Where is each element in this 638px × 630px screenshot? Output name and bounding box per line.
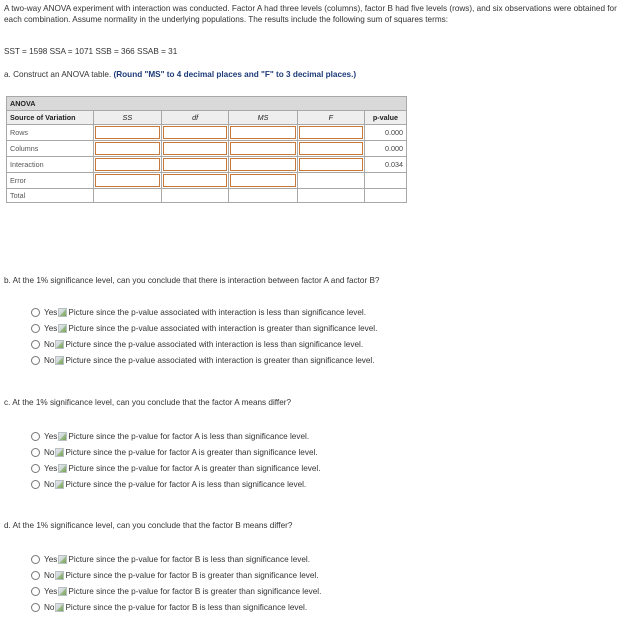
option-text: Picture since the p-value for factor A is greater than significance level. <box>68 463 321 473</box>
picture-icon <box>55 603 64 612</box>
option-text: Picture since the p-value for factor A is less than significance level. <box>65 479 307 489</box>
option-answer: Yes <box>44 554 58 564</box>
part-b-option-2[interactable] <box>31 322 377 334</box>
empty-cell <box>364 173 406 189</box>
radio-button[interactable] <box>31 324 40 333</box>
part-d-question: d. At the 1% significance level, can you conclude that the factor B means differ? <box>4 521 293 530</box>
f-interaction-input[interactable] <box>297 157 364 173</box>
option-answer: Yes <box>44 307 58 317</box>
source-label: Error <box>7 173 94 189</box>
ss-columns-input[interactable] <box>93 141 161 157</box>
picture-icon <box>55 571 64 580</box>
f-rows-input[interactable] <box>297 125 364 141</box>
ss-rows-input[interactable] <box>93 125 161 141</box>
radio-button[interactable] <box>31 464 40 473</box>
f-columns-input[interactable] <box>297 141 364 157</box>
picture-icon <box>55 480 64 489</box>
option-text: Picture since the p-value for factor B is less than significance level. <box>65 602 308 612</box>
empty-cell <box>297 189 364 203</box>
option-answer: Yes <box>44 431 58 441</box>
ms-rows-input[interactable] <box>229 125 297 141</box>
anova-row-rows <box>7 125 407 141</box>
option-answer: No <box>44 602 55 612</box>
part-c-question: c. At the 1% significance level, can you conclude that the factor A means differ? <box>4 398 292 407</box>
option-text: Picture since the p-value associated with interaction is greater than significance level. <box>65 355 375 365</box>
option-answer: No <box>44 355 55 365</box>
option-answer: No <box>44 339 55 349</box>
picture-icon <box>58 555 67 564</box>
radio-button[interactable] <box>31 480 40 489</box>
pvalue-interaction: 0.034 <box>364 157 406 173</box>
part-b-option-3[interactable] <box>31 338 363 350</box>
anova-row-total <box>7 189 407 203</box>
part-d-option-2[interactable] <box>31 569 319 581</box>
option-text: Picture since the p-value associated with interaction is less than significance level. <box>68 307 366 317</box>
df-columns-input[interactable] <box>161 141 228 157</box>
source-label: Total <box>7 189 94 203</box>
part-c-option-4[interactable] <box>31 478 306 490</box>
option-answer: No <box>44 479 55 489</box>
radio-button[interactable] <box>31 432 40 441</box>
radio-button[interactable] <box>31 340 40 349</box>
option-answer: Yes <box>44 463 58 473</box>
part-a-label: a. Construct an ANOVA table. <box>4 70 112 79</box>
empty-cell <box>297 173 364 189</box>
sum-of-squares-terms: SST = 1598 SSA = 1071 SSB = 366 SSAB = 31 <box>4 47 178 56</box>
ms-columns-input[interactable] <box>229 141 297 157</box>
df-interaction-input[interactable] <box>161 157 228 173</box>
radio-button[interactable] <box>31 448 40 457</box>
picture-icon <box>58 464 67 473</box>
part-a-prompt <box>4 70 356 79</box>
option-answer: No <box>44 447 55 457</box>
anova-header-row <box>7 111 407 125</box>
header-ss: SS <box>93 111 161 125</box>
radio-button[interactable] <box>31 308 40 317</box>
radio-button[interactable] <box>31 356 40 365</box>
part-b-option-4[interactable] <box>31 354 374 366</box>
anova-row-error <box>7 173 407 189</box>
option-answer: Yes <box>44 323 58 333</box>
empty-cell <box>93 189 161 203</box>
df-rows-input[interactable] <box>161 125 228 141</box>
problem-intro: A two-way ANOVA experiment with interaction was conducted. Factor A had three levels (columns), factor B had five levels (rows), and six observations were obtained for each combination. Assume normality in the underlying populations. The results include the following sum of squares terms: <box>4 4 617 24</box>
part-a-instruction: (Round "MS" to 4 decimal places and "F" to 3 decimal places.) <box>113 70 357 79</box>
anova-row-columns <box>7 141 407 157</box>
radio-button[interactable] <box>31 587 40 596</box>
part-d-option-4[interactable] <box>31 601 307 613</box>
part-b-option-1[interactable] <box>31 306 366 318</box>
empty-cell <box>161 189 228 203</box>
part-c-option-1[interactable] <box>31 430 309 442</box>
radio-button[interactable] <box>31 603 40 612</box>
header-source: Source of Variation <box>7 111 94 125</box>
ms-error-input[interactable] <box>229 173 297 189</box>
part-c-option-2[interactable] <box>31 446 318 458</box>
pvalue-rows: 0.000 <box>364 125 406 141</box>
anova-table <box>6 96 407 203</box>
header-ms: MS <box>229 111 297 125</box>
option-answer: No <box>44 570 55 580</box>
picture-icon <box>58 432 67 441</box>
empty-cell <box>229 189 297 203</box>
anova-row-interaction <box>7 157 407 173</box>
option-text: Picture since the p-value for factor A is greater than significance level. <box>65 447 318 457</box>
pvalue-columns: 0.000 <box>364 141 406 157</box>
header-df: df <box>161 111 228 125</box>
header-pvalue: p-value <box>364 111 406 125</box>
picture-icon <box>55 448 64 457</box>
source-label: Rows <box>7 125 94 141</box>
ss-error-input[interactable] <box>93 173 161 189</box>
df-error-input[interactable] <box>161 173 228 189</box>
picture-icon <box>55 340 64 349</box>
option-text: Picture since the p-value for factor B is less than significance level. <box>68 554 311 564</box>
header-f: F <box>297 111 364 125</box>
picture-icon <box>58 324 67 333</box>
option-text: Picture since the p-value for factor A is less than significance level. <box>68 431 310 441</box>
option-text: Picture since the p-value associated with interaction is greater than significance level. <box>68 323 378 333</box>
source-label: Columns <box>7 141 94 157</box>
picture-icon <box>55 356 64 365</box>
part-d-option-3[interactable] <box>31 585 321 597</box>
part-b-question: b. At the 1% significance level, can you conclude that there is interaction between factor A and factor B? <box>4 276 380 285</box>
radio-button[interactable] <box>31 571 40 580</box>
picture-icon <box>58 587 67 596</box>
option-text: Picture since the p-value associated with interaction is less than significance level. <box>65 339 364 349</box>
empty-cell <box>364 189 406 203</box>
source-label: Interaction <box>7 157 94 173</box>
option-text: Picture since the p-value for factor B is greater than significance level. <box>65 570 319 580</box>
part-c-option-3[interactable] <box>31 462 320 474</box>
ss-interaction-input[interactable] <box>93 157 161 173</box>
anova-table-title: ANOVA <box>7 97 407 111</box>
radio-button[interactable] <box>31 555 40 564</box>
part-d-option-1[interactable] <box>31 553 310 565</box>
ms-interaction-input[interactable] <box>229 157 297 173</box>
option-text: Picture since the p-value for factor B is greater than significance level. <box>68 586 322 596</box>
option-answer: Yes <box>44 586 58 596</box>
picture-icon <box>58 308 67 317</box>
